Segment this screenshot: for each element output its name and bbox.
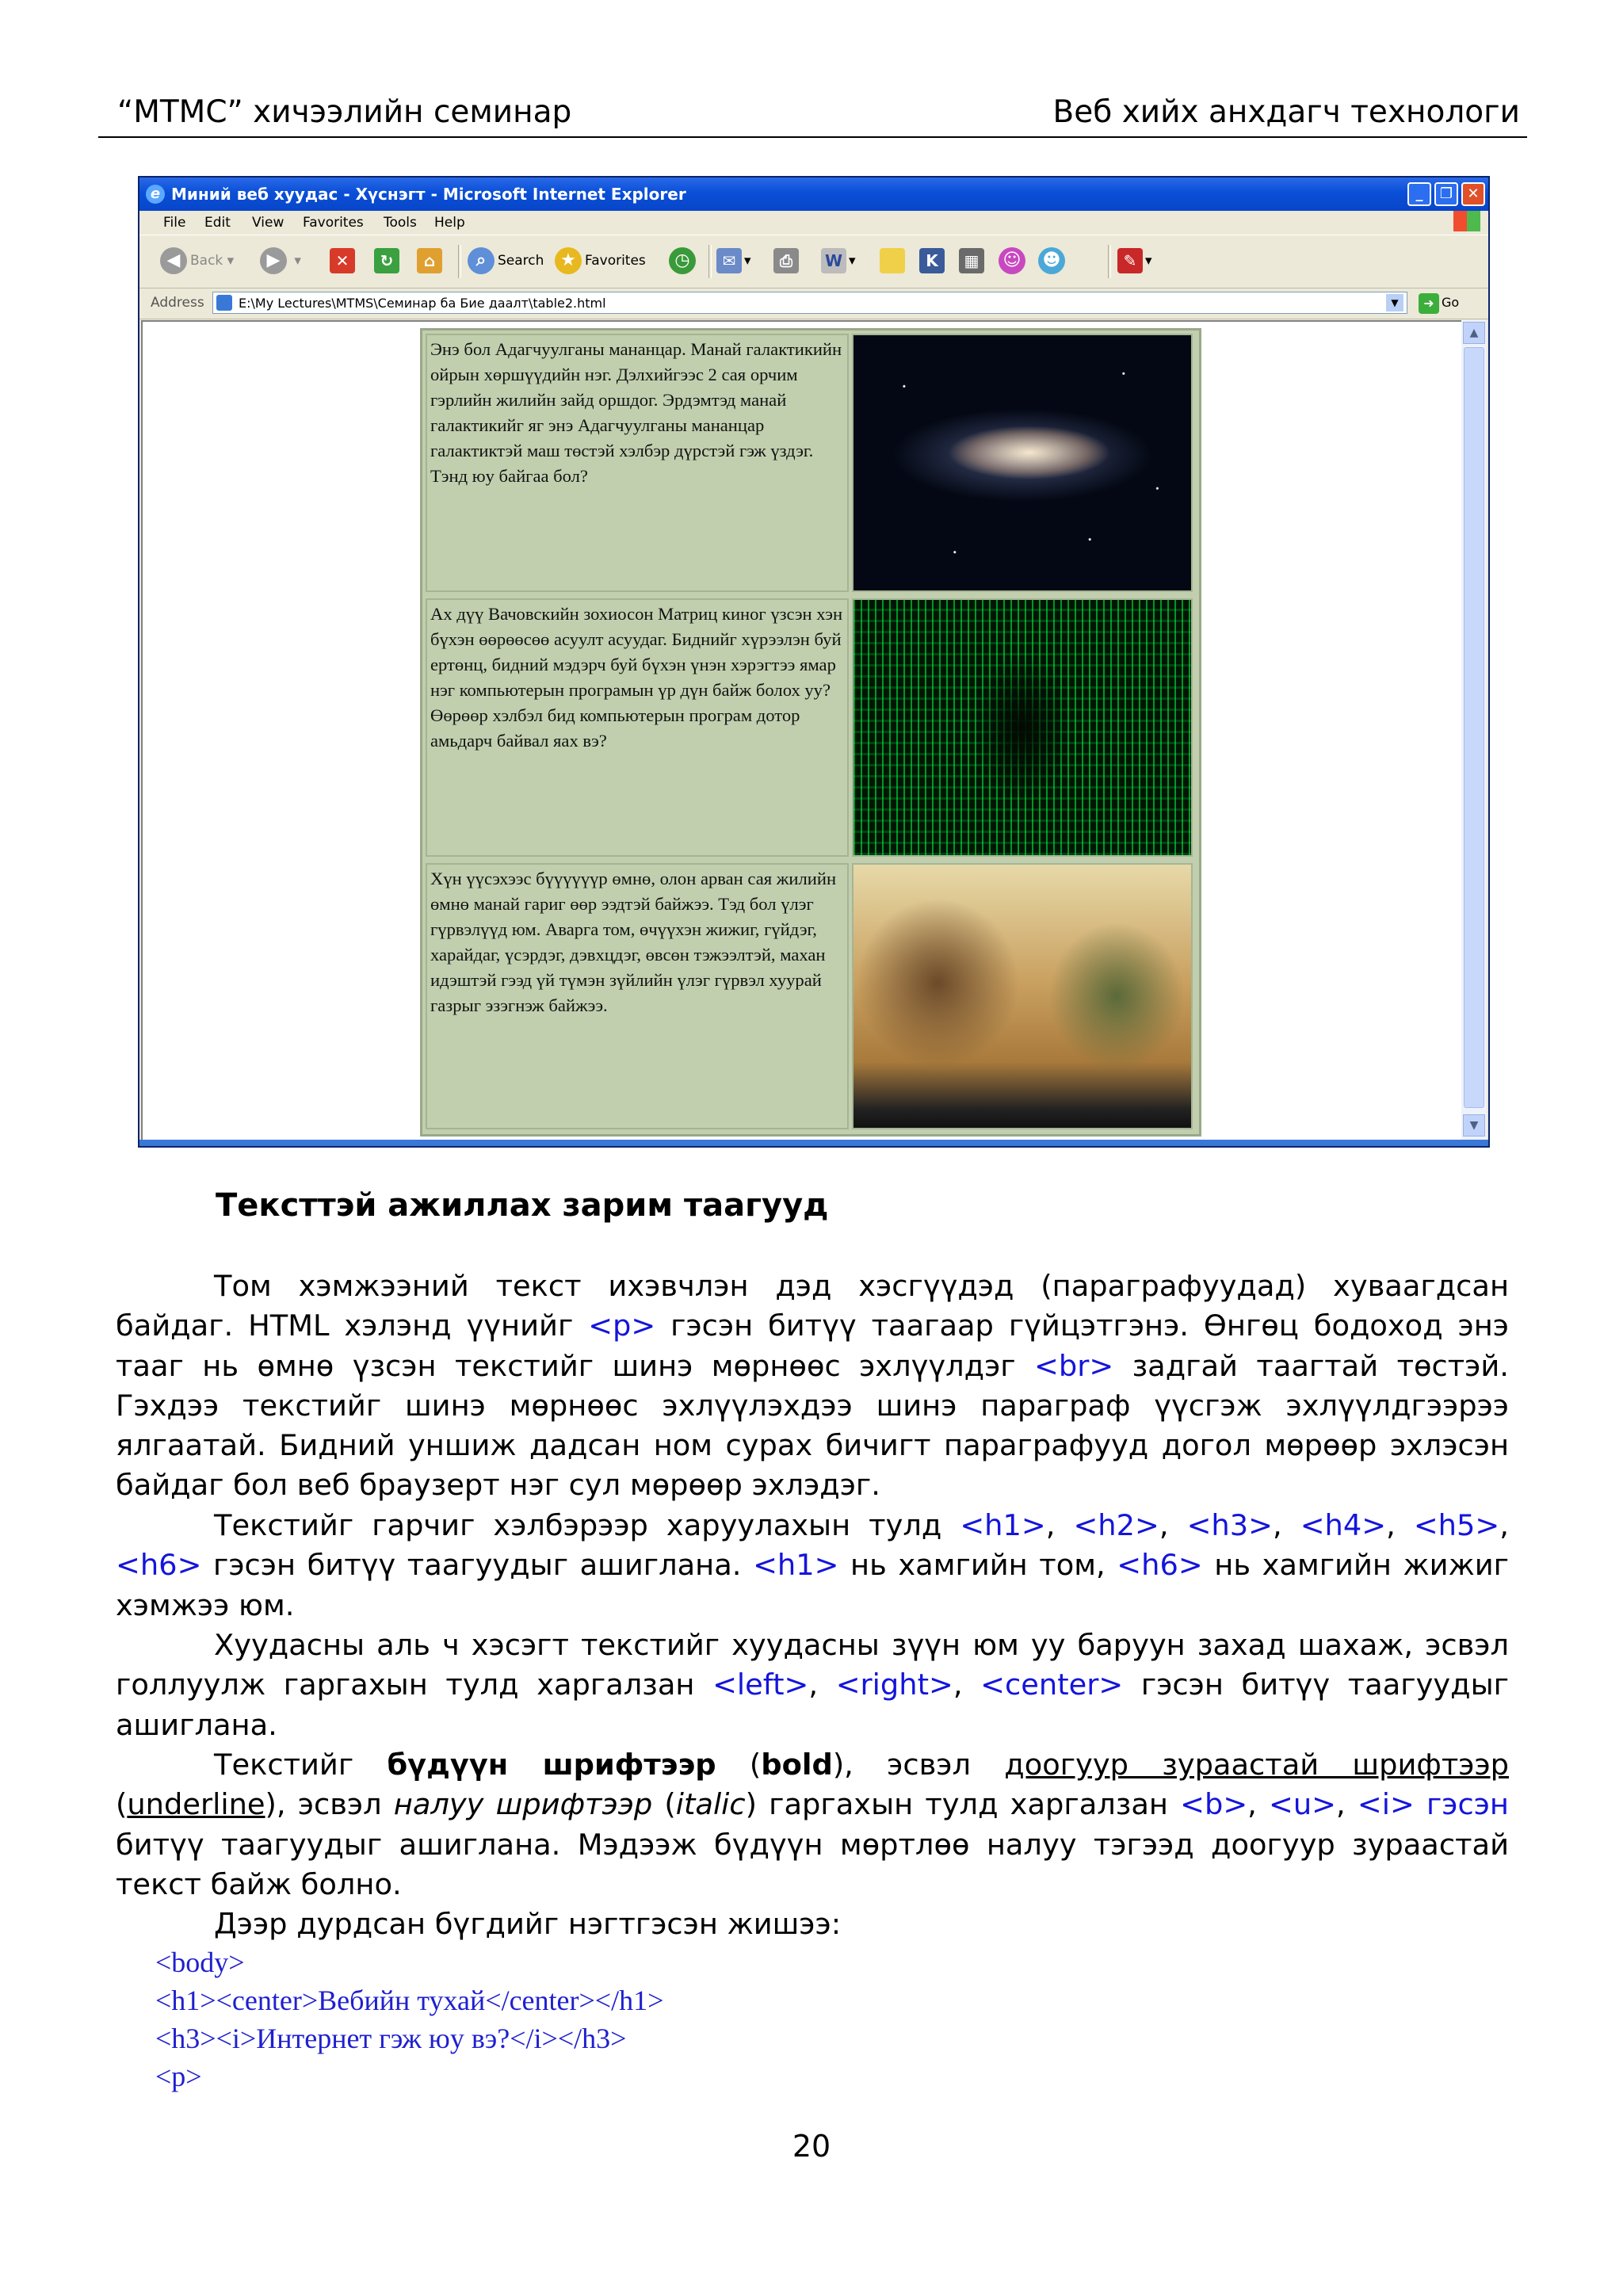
forward-button[interactable]: ▶ ▾	[260, 243, 301, 278]
dinosaur-image	[852, 863, 1193, 1129]
paragraph-4: Текстийг бүдүүн шрифтээр (bold), эсвэл доогуур зураастай шрифтээр (underline), эсвэл налуу шрифтээр (italic) гаргахын тулд харгалзан <b>, <u>, <i> гэсэн битүү таагуудыг ашиглана. Мэдээж бүдүүн мөртлөө налуу тэгээд доогуур зураастай текст байж болно.	[116, 1748, 1509, 1901]
favorites-button[interactable]: ★ Favorites	[555, 243, 646, 278]
go-button[interactable]: ➜ Go	[1419, 292, 1459, 314]
browser-toolbar	[139, 235, 1488, 288]
minimize-icon[interactable]: _	[1407, 182, 1431, 206]
internet-explorer-icon: e	[146, 185, 165, 204]
address-label: Address	[151, 295, 204, 311]
paragraph-3: Хуудасны аль ч хэсэгт текстийг хуудасны зүүн юм уу баруун захад шахаж, эсвэл голлуулж гаргахын тулд харгалзан <left>, <right>, <center> гэсэн битүү таагуудыг ашиглана.	[116, 1628, 1509, 1742]
go-arrow-icon: ➜	[1419, 293, 1439, 314]
home-icon: ⌂	[417, 248, 442, 273]
galaxy-image	[852, 334, 1193, 592]
address-bar	[139, 287, 1488, 319]
refresh-button[interactable]	[374, 243, 402, 278]
back-button[interactable]: ◀ Back ▾	[160, 243, 234, 278]
print-button[interactable]	[773, 243, 801, 278]
history-icon: ◷	[669, 247, 696, 274]
refresh-icon: ↻	[374, 248, 399, 273]
messenger-icon: ☺	[999, 247, 1025, 274]
address-input[interactable]: E:\My Lectures\MTMS\Семинар ба Бие даалт\table2.html ▼	[212, 292, 1407, 314]
menu-tools[interactable]: Tools	[384, 215, 417, 231]
header-divider	[98, 136, 1527, 138]
header-right-title: Веб хийх анхдагч технологи	[1052, 94, 1520, 130]
page-icon	[216, 295, 232, 311]
home-button[interactable]	[417, 243, 445, 278]
code-line-2: <h1><center>Вебийн тухай</center></h1>	[155, 1985, 664, 2016]
code-line-3: <h3><i>Интернет гэж юу вэ?</i></h3>	[155, 2023, 627, 2054]
stop-button[interactable]	[330, 243, 357, 278]
table-cell-dinosaur-text: Хүн үүсэхээс бүүүүүүр өмнө, олон арван сая жилийн өмнө манай гариг өөр ээдтэй байжээ. Тэд бол үлэг гүрвэлүүд юм. Аварга том, өчүүхэн жижиг, гүйдэг, харайдаг, үсэрдэг, дэвхцдэг, өвсөн тэжээлтэй, махан идэштэй гээд үй түмэн зүйлийн үлэг гүрвэл хуурай газрыг эзэгнэж байжээ.	[430, 869, 837, 1015]
paragraph-5: Дээр дурдсан бүгдийг нэгтгэсэн жишээ:	[214, 1907, 842, 1941]
browser-window-screenshot	[138, 176, 1490, 1148]
back-arrow-icon: ◀	[160, 247, 187, 274]
scroll-up-icon[interactable]: ▲	[1463, 322, 1485, 344]
people-icon: ☻	[1038, 247, 1065, 274]
header-left-title: “МТМС” хичээлийн семинар	[117, 94, 572, 130]
word-edit-icon: W	[821, 248, 846, 273]
tag-p: <p>	[588, 1308, 656, 1343]
scroll-down-icon[interactable]: ▼	[1463, 1114, 1485, 1137]
restore-icon[interactable]: ❐	[1434, 182, 1458, 206]
paragraph-1: Том хэмжээний текст ихэвчлэн дэд хэсгүүдэд (параграфуудад) хуваагдсан байдаг. HTML хэлэнд үүнийг <p> гэсэн битүү таагаар гүйцэтгэнэ. Өнгөц бодоход энэ тааг нь өмнө үзсэн текстийг шинэ мөрнөөс эхлүүлдэг <br> задгай таагтай төстэй. Гэхдээ текстийг шинэ мөрнөөс эхлүүлэхдээ шинэ параграф үүсгэж эхлүүлдгээрээ ялгаатай. Бидний уншиж дадсан ном сурах бичигт параграфууд догол мөрөөр эхлэсэн байдаг бол веб браузерт нэг сул мөрөөр эхлэдэг.	[116, 1269, 1509, 1503]
menu-file[interactable]: File	[163, 215, 186, 231]
buddies-button[interactable]	[1038, 243, 1068, 278]
close-icon[interactable]: ✕	[1461, 182, 1485, 206]
pdf-icon: ✎	[1117, 248, 1143, 273]
matrix-image	[852, 598, 1193, 857]
favorites-star-icon: ★	[555, 247, 582, 274]
tag-br: <br>	[1034, 1348, 1114, 1383]
forward-arrow-icon: ▶	[260, 247, 287, 274]
menu-help[interactable]: Help	[434, 215, 465, 231]
search-button[interactable]: ⌕ Search	[468, 243, 544, 278]
demo-table	[420, 328, 1201, 1137]
media-button[interactable]	[959, 243, 987, 278]
code-line-1: <body>	[155, 1946, 245, 1978]
windows-logo-icon	[1453, 211, 1480, 231]
table-cell-galaxy-text: Энэ бол Адагчуулганы мананцар. Манай галактикийн ойрын хөршүүдийн нэг. Дэлхийгээс 2 сая орчим гэрлийн жилийн зайд оршдог. Эрдэмтэд манай галактикийг яг энэ Адагчуулганы мананцар галактиктэй маш төстэй хэлбэр дүрстэй гэж үздэг. Тэнд юу байгаа бол?	[430, 339, 842, 486]
research-icon: K	[919, 248, 945, 273]
browser-titlebar	[139, 178, 1488, 211]
browser-viewport	[141, 320, 1461, 1140]
menu-view[interactable]: View	[252, 215, 285, 231]
browser-menubar	[139, 211, 1488, 235]
scroll-thumb[interactable]	[1464, 347, 1484, 1108]
mail-icon: ✉	[716, 248, 742, 273]
stop-icon: ✕	[330, 248, 355, 273]
paragraph-2: Текстийг гарчиг хэлбэрээр харуулахын тулд <h1>, <h2>, <h3>, <h4>, <h5>, <h6> гэсэн битүү таагуудыг ашиглана. <h1> нь хамгийн том, <h6> нь хамгийн жижиг хэмжээ юм.	[116, 1508, 1509, 1622]
browser-title: Миний веб хуудас - Хүснэгт - Microsoft Internet Explorer	[171, 185, 686, 204]
print-icon: ⎙	[773, 248, 799, 273]
note-icon	[880, 248, 905, 273]
edit-button[interactable]: W ▾	[821, 243, 856, 278]
address-dropdown-icon[interactable]: ▼	[1386, 294, 1403, 311]
discuss-button[interactable]	[880, 243, 907, 278]
table-cell-matrix-text: Ах дүү Вачовскийн зохиосон Матриц киног үзсэн хэн бүхэн өөрөөсөө асуулт асуудаг. Биднийг хүрээлэн буй ертөнц, бидний мэдэрч буй бүхэн үнэн хэрэгтээ ямар нэг компьютерын програмын үр дүн байж болох уу? Өөрөөр хэлбэл бид компьютерын програм дотор амьдарч байвал яах вэ?	[430, 604, 843, 751]
page-number: 20	[792, 2129, 831, 2164]
media-icon: ▦	[959, 248, 984, 273]
browser-bottom-border	[139, 1140, 1488, 1148]
code-line-4: <p>	[155, 2061, 202, 2092]
search-icon: ⌕	[468, 247, 495, 274]
menu-edit[interactable]: Edit	[204, 215, 231, 231]
section-heading: Тексттэй ажиллах зарим таагууд	[216, 1187, 829, 1224]
messenger-button[interactable]	[999, 243, 1029, 278]
vertical-scrollbar[interactable]	[1461, 320, 1487, 1140]
history-button[interactable]	[669, 243, 699, 278]
mail-button[interactable]: ✉ ▾	[716, 243, 751, 278]
pdf-button[interactable]: ✎ ▾	[1117, 243, 1152, 278]
research-button[interactable]	[919, 243, 947, 278]
menu-favorites[interactable]: Favorites	[303, 215, 364, 231]
